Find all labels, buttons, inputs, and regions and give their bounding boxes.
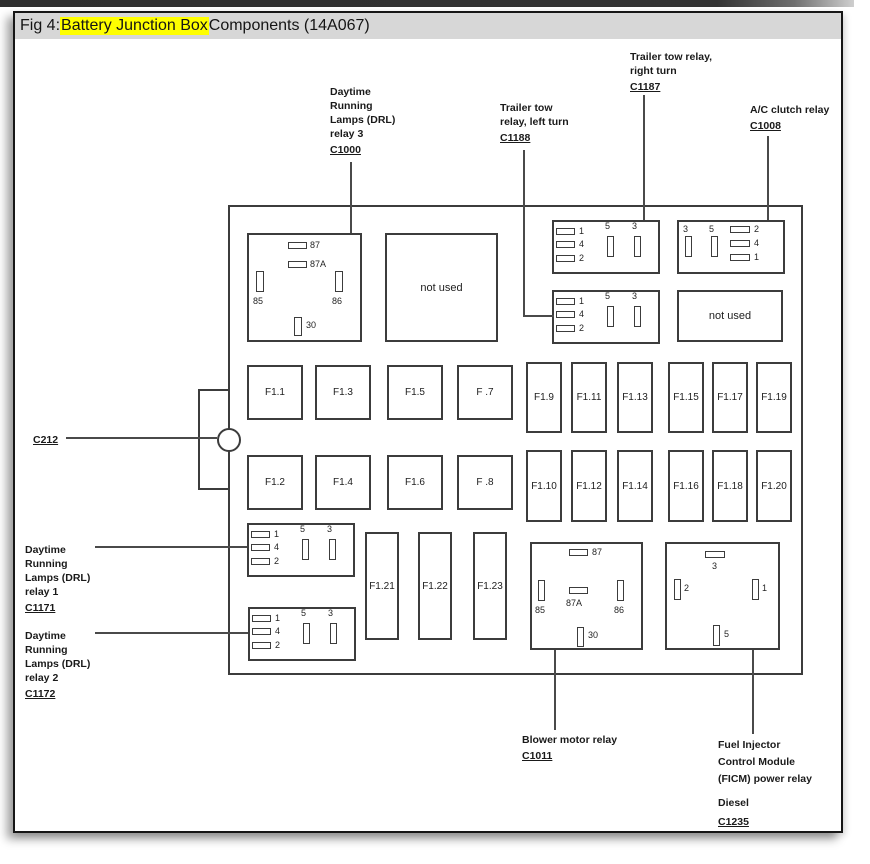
pin-label: 1	[579, 296, 585, 306]
pin-label: 3	[328, 608, 334, 618]
connector-link-c1187[interactable]: C1187	[630, 81, 661, 93]
pin-slot-v	[294, 317, 302, 336]
callout-line: Running	[25, 558, 68, 570]
leader-line-c1188-h	[523, 315, 554, 317]
connector-link-c1188[interactable]: C1188	[500, 132, 531, 144]
pin-label: 4	[754, 238, 760, 248]
pin-slot-h	[569, 587, 588, 594]
callout-drl3	[330, 85, 395, 157]
connector-link-c1000[interactable]: C1000	[330, 144, 361, 156]
pin-label: 3	[712, 561, 718, 571]
pin-slot-h	[251, 544, 270, 551]
fuse-f1-6: F1.6	[387, 455, 443, 510]
pin-slot-v	[256, 271, 264, 292]
leader-line-c1000	[350, 162, 352, 233]
callout-ficm	[718, 737, 812, 831]
pin-label: 5	[605, 291, 611, 301]
pin-label: 1	[579, 226, 585, 236]
pin-label: 5	[301, 608, 307, 618]
callout-tt_right	[630, 50, 712, 94]
pin-slot-v	[617, 580, 624, 601]
pin-label: 87A	[310, 259, 327, 269]
pin-label: 4	[274, 542, 280, 552]
pin-label: 3	[632, 291, 638, 301]
fuse-f1-20: F1.20	[756, 450, 792, 522]
pin-slot-h	[705, 551, 725, 558]
pin-slot-v	[713, 625, 720, 646]
pin-label: 5	[709, 224, 715, 234]
callout-line: right turn	[630, 65, 677, 77]
pin-label: 2	[274, 556, 280, 566]
pin-slot-h	[556, 255, 575, 262]
pin-slot-h	[251, 531, 270, 538]
fuse-f1-18: F1.18	[712, 450, 748, 522]
callout-line: Trailer tow relay,	[630, 51, 713, 63]
pin-label: 4	[579, 309, 585, 319]
fuse-f1-22: F1.22	[418, 532, 452, 640]
callout-line: relay 2	[25, 672, 59, 684]
pin-slot-h	[730, 254, 750, 261]
leader-line-c1171	[95, 546, 247, 548]
pin-slot-h	[556, 311, 575, 318]
pin-slot-v	[607, 236, 614, 257]
callout-line: Diesel	[718, 797, 749, 809]
pin-slot-v	[577, 627, 584, 647]
fuse-f1-13: F1.13	[617, 362, 653, 433]
fuse-f1-17: F1.17	[712, 362, 748, 433]
fuse-f1-14: F1.14	[617, 450, 653, 522]
pin-label: 86	[614, 605, 625, 615]
leader-line-c1008	[767, 136, 769, 220]
fuse-f1-19: F1.19	[756, 362, 792, 433]
fuse-f1-2: F1.2	[247, 455, 303, 510]
connector-c212-symbol	[217, 428, 241, 452]
pin-label: 3	[327, 524, 333, 534]
pin-slot-v	[711, 236, 718, 257]
callout-line: Trailer tow	[500, 102, 553, 114]
pin-label: 87	[592, 547, 603, 557]
callout-line: (FICM) power relay	[718, 773, 812, 785]
leader-line-c1172	[95, 632, 248, 634]
pin-slot-h	[251, 558, 270, 565]
callout-blower	[522, 733, 617, 763]
pin-label: 1	[275, 613, 281, 623]
pin-slot-h	[556, 241, 575, 248]
pin-slot-v	[685, 236, 692, 257]
pin-slot-h	[730, 240, 750, 247]
fuse-f1-9: F1.9	[526, 362, 562, 433]
pin-label: 3	[683, 224, 689, 234]
fuse-f-7: F .7	[457, 365, 513, 420]
pin-slot-v	[329, 539, 336, 560]
callout-line: Fuel Injector	[718, 739, 781, 751]
callout-drl1	[25, 543, 90, 615]
pin-slot-v	[634, 306, 641, 327]
pin-slot-h	[288, 261, 307, 268]
pin-label: 30	[306, 320, 317, 330]
figure-title-suffix: Components (14A067)	[208, 17, 370, 34]
pin-slot-v	[335, 271, 343, 292]
pin-slot-v	[674, 579, 681, 600]
pin-slot-v	[634, 236, 641, 257]
pin-label: 4	[275, 626, 281, 636]
pin-slot-h	[252, 615, 271, 622]
pin-slot-h	[556, 325, 575, 332]
pin-label: 2	[579, 253, 585, 263]
pin-label: 5	[300, 524, 306, 534]
pin-slot-h	[556, 228, 575, 235]
pin-slot-v	[538, 580, 545, 601]
connector-link-c1172[interactable]: C1172	[25, 688, 56, 700]
leader-line-c1235	[752, 650, 754, 734]
pin-label: 86	[332, 296, 343, 306]
callout-line: Lamps (DRL)	[25, 572, 91, 584]
not-used-box: not used	[677, 290, 783, 342]
fuse-f1-1: F1.1	[247, 365, 303, 420]
fuse-f1-3: F1.3	[315, 365, 371, 420]
callout-line: Daytime	[25, 544, 66, 556]
fuse-f1-16: F1.16	[668, 450, 704, 522]
connector-link-c1008[interactable]: C1008	[750, 120, 781, 132]
leader-line-c1188-v	[523, 150, 525, 317]
figure-title-prefix: Fig 4:	[20, 17, 61, 34]
fuse-f1-5: F1.5	[387, 365, 443, 420]
callout-line: Daytime	[330, 86, 371, 98]
pin-label: 1	[754, 252, 760, 262]
callout-line: Running	[330, 100, 373, 112]
relay-box-drl-relay-3	[247, 233, 362, 342]
fuse-f-8: F .8	[457, 455, 513, 510]
pin-slot-h	[288, 242, 307, 249]
pin-slot-v	[330, 623, 337, 644]
connector-link-c1235[interactable]: C1235	[718, 816, 749, 828]
pin-label: 85	[253, 296, 264, 306]
pin-label: 1	[762, 583, 768, 593]
callout-line: Daytime	[25, 630, 66, 642]
not-used-box: not used	[385, 233, 498, 342]
callout-line: Lamps (DRL)	[25, 658, 91, 670]
fuse-f1-12: F1.12	[571, 450, 607, 522]
callout-line: Blower motor relay	[522, 734, 618, 746]
fuse-f1-11: F1.11	[571, 362, 607, 433]
relay-box-ficm	[665, 542, 780, 650]
pin-slot-v	[303, 623, 310, 644]
callout-c212	[33, 431, 58, 447]
pin-label: 87A	[566, 598, 583, 608]
pin-label: 2	[275, 640, 281, 650]
title-highlight: Battery Junction Box	[61, 17, 208, 34]
pin-label: 5	[605, 221, 611, 231]
connector-link-c1171[interactable]: C1171	[25, 602, 56, 614]
fuse-f1-21: F1.21	[365, 532, 399, 640]
pin-label: 2	[754, 224, 760, 234]
fuse-f1-4: F1.4	[315, 455, 371, 510]
pin-slot-h	[252, 642, 271, 649]
pin-label: 2	[579, 323, 585, 333]
callout-line: relay 3	[330, 128, 364, 140]
pin-label: 2	[684, 583, 690, 593]
leader-line-c1187	[643, 95, 645, 220]
pin-slot-h	[730, 226, 750, 233]
pin-label: 87	[310, 240, 321, 250]
callout-line: Lamps (DRL)	[330, 114, 396, 126]
pin-label: 1	[274, 529, 280, 539]
callout-line: Running	[25, 644, 68, 656]
callout-drl2	[25, 629, 90, 701]
pin-slot-v	[302, 539, 309, 560]
relay-box-blower-motor	[530, 542, 643, 650]
pin-slot-h	[569, 549, 588, 556]
pin-label: 3	[632, 221, 638, 231]
fuse-f1-23: F1.23	[473, 532, 507, 640]
callout-line: relay 1	[25, 586, 59, 598]
pin-slot-v	[752, 579, 759, 600]
pin-label: 5	[724, 629, 730, 639]
callout-line: Control Module	[718, 756, 795, 768]
callout-ac	[750, 103, 829, 133]
fuse-f1-15: F1.15	[668, 362, 704, 433]
connector-link-c1011[interactable]: C1011	[522, 750, 553, 762]
pin-slot-h	[252, 628, 271, 635]
connector-link-c212[interactable]: C212	[33, 434, 59, 446]
leader-line-c1011	[554, 650, 556, 730]
pin-label: 30	[588, 630, 599, 640]
callout-line: A/C clutch relay	[750, 104, 830, 116]
pin-slot-h	[556, 298, 575, 305]
leader-line-c212	[66, 437, 217, 439]
callout-line: relay, left turn	[500, 116, 569, 128]
callout-tt_left	[500, 101, 569, 145]
pin-label: 4	[579, 239, 585, 249]
pin-slot-v	[607, 306, 614, 327]
fuse-f1-10: F1.10	[526, 450, 562, 522]
pin-label: 85	[535, 605, 546, 615]
